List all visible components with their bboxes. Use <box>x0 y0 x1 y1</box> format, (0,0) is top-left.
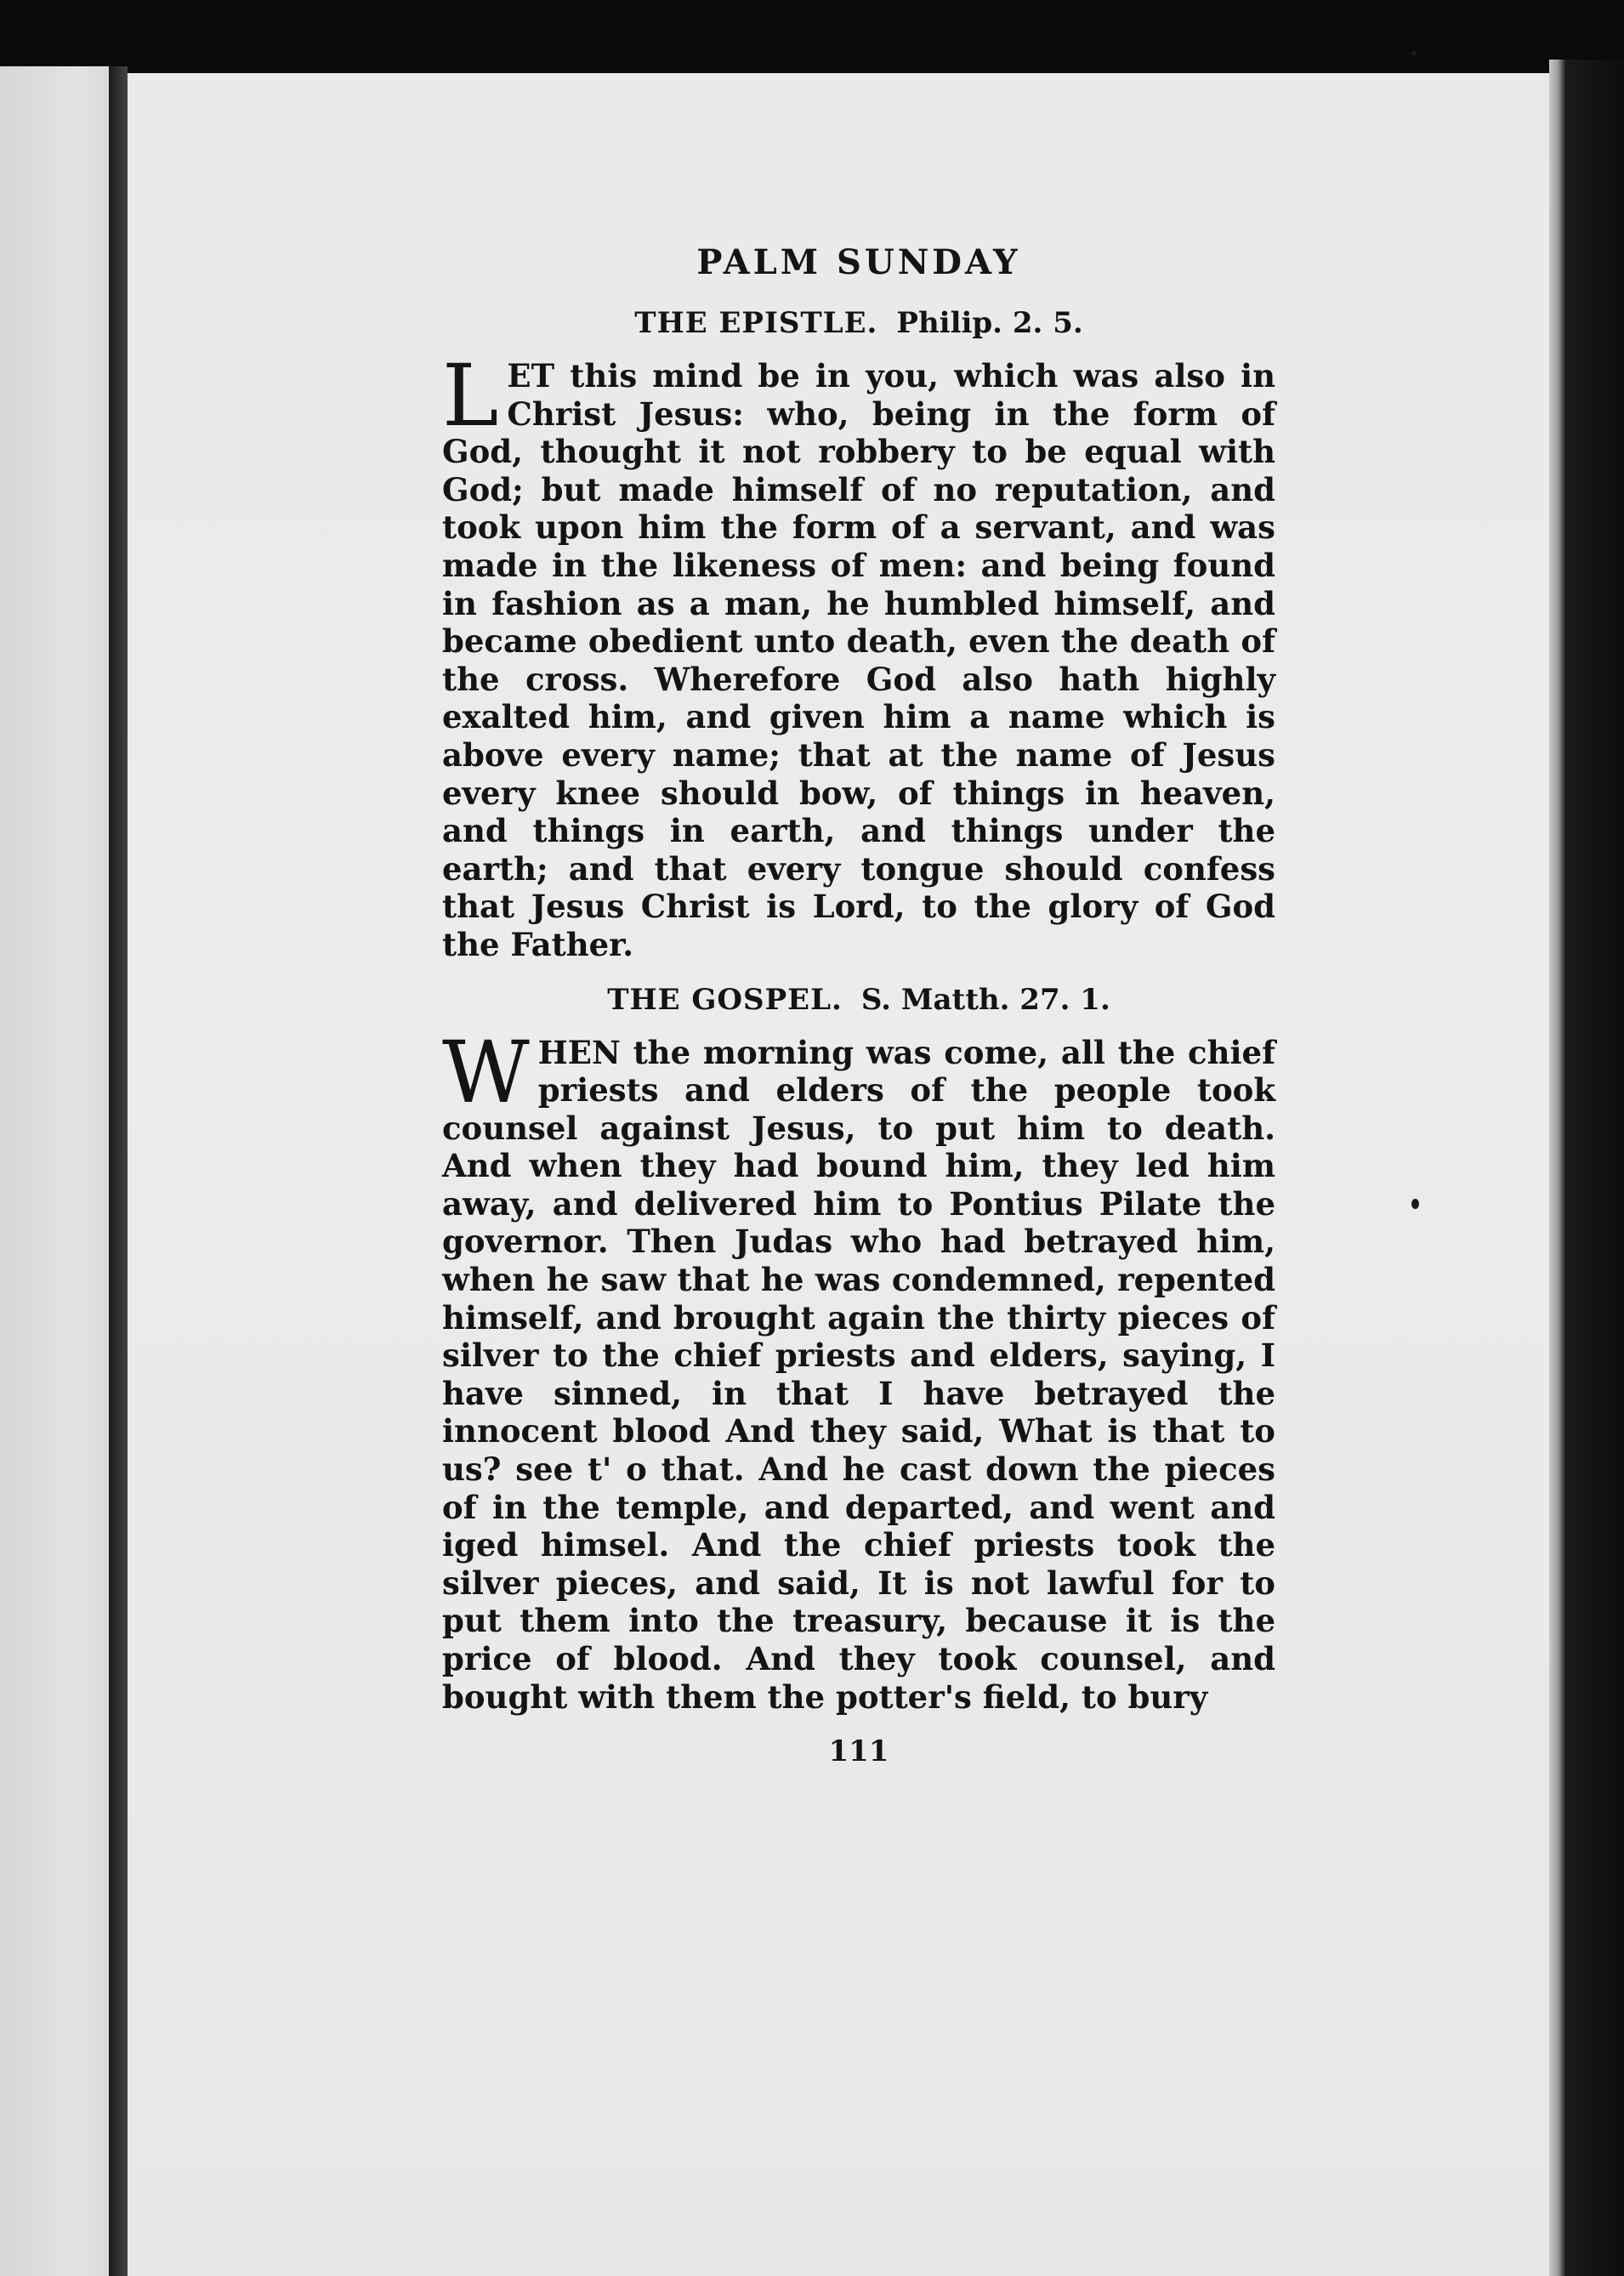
epistle-heading-label: THE EPISTLE. <box>634 306 878 340</box>
book-gutter <box>109 66 128 2276</box>
gospel-drop-cap: W <box>442 1022 530 1122</box>
epistle-drop-cap: L <box>442 346 499 446</box>
gospel-paragraph <box>442 1022 1275 1717</box>
page-right-edge <box>1549 60 1624 2276</box>
ink-speck <box>1411 1199 1419 1209</box>
epistle-text: ET this mind be in you, which was also in Christ Jesus: who, being in the form of God, thought it not robbery to be equal with God; but made himself of no reputation, and took upon him the form of a servant, and was made in the likeness of men: and being found in fashion as a man, he humbled himself, and became obedient unto death, even the death of the cross. Wherefore God also hath highly exalted him, and given him a name which is above every name; that at the name of Jesus every knee should bow, of things in heaven, and things in earth, and things under the earth; and that every tongue should confess that Jesus Christ is Lord, to the glory of God the Father. <box>442 357 1275 963</box>
running-title: PALM SUNDAY <box>696 242 1021 282</box>
epistle-heading <box>442 306 1275 340</box>
gospel-reference: S. Matth. 27. 1. <box>860 982 1110 1017</box>
previous-page-leaf <box>0 66 109 2276</box>
gospel-heading-label: THE GOSPEL. <box>607 982 843 1017</box>
page-number: 111 <box>828 1734 889 1769</box>
epistle-reference: Philip. 2. 5. <box>896 306 1083 340</box>
text-block <box>442 242 1275 1768</box>
epistle-paragraph <box>442 346 1275 964</box>
ink-speck <box>1411 51 1417 56</box>
gospel-heading <box>442 983 1275 1017</box>
gospel-text: HEN the morning was come, all the chief priests and elders of the people took counsel against Jesus, to put him to death. And when they had bound him, they led him away, and delivered him to Pontius Pilate the governor. Then Judas who had betrayed him, when he saw that he was condemned, repented himself, and brought again the thirty pieces of silver to the chief priests and elders, saying, I have sinned, in that I have betrayed the innocent blood And they said, What is that to us? see t' o that. And he cast down the pieces of in the temple, and departed, and went and iged himsel. And the chief priests took the silver pieces, and said, It is not lawful for to put them into the treasury, because it is the price of blood. And they took counsel, and bought with them the potter's field, to bury <box>442 1033 1275 1716</box>
